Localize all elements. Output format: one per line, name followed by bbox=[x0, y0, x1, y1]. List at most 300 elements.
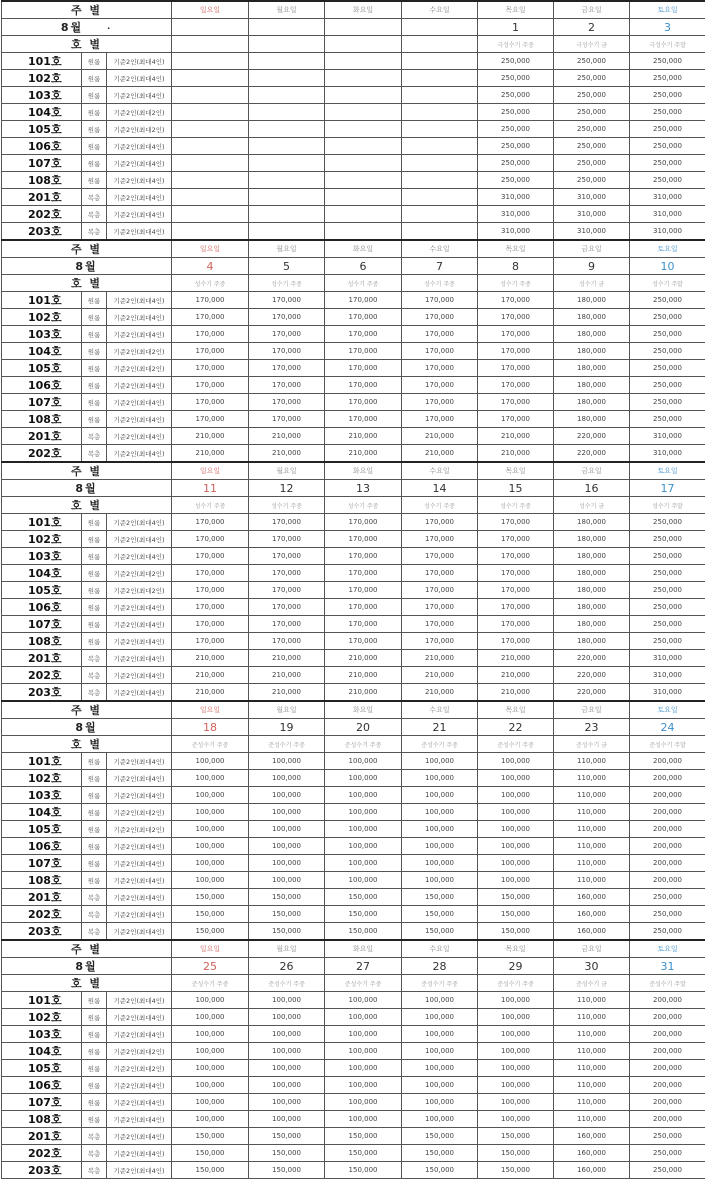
room-number: 105호 bbox=[2, 821, 82, 838]
season-cell: 준성수기 주중 bbox=[402, 736, 478, 753]
price-cell: 110,000 bbox=[554, 1111, 630, 1128]
price-cell: 250,000 bbox=[478, 104, 554, 121]
price-cell: 210,000 bbox=[249, 650, 325, 667]
room-row bbox=[2, 206, 705, 223]
month-label bbox=[2, 958, 172, 975]
price-cell: 100,000 bbox=[172, 1094, 249, 1111]
room-number: 101호 bbox=[2, 753, 82, 770]
day-name-4: 목요일 bbox=[478, 240, 554, 258]
price-cell: 100,000 bbox=[249, 1043, 325, 1060]
room-row bbox=[2, 821, 705, 838]
price-cell: 110,000 bbox=[554, 855, 630, 872]
price-cell: 250,000 bbox=[630, 309, 705, 326]
day-name-6: 토요일 bbox=[630, 1, 705, 19]
price-cell: 100,000 bbox=[402, 992, 478, 1009]
price-cell: 100,000 bbox=[402, 838, 478, 855]
room-number: 201호 bbox=[2, 1128, 82, 1145]
room-capacity: 기준2인(최대4인) bbox=[107, 923, 172, 941]
price-cell: 170,000 bbox=[402, 616, 478, 633]
room-row bbox=[2, 684, 705, 702]
price-cell: 250,000 bbox=[630, 360, 705, 377]
price-cell: 210,000 bbox=[325, 445, 402, 463]
price-cell: 210,000 bbox=[402, 650, 478, 667]
price-cell: 100,000 bbox=[325, 804, 402, 821]
price-cell: 210,000 bbox=[249, 684, 325, 702]
week-header-row bbox=[2, 940, 705, 958]
room-type: 원룸 bbox=[82, 804, 107, 821]
room-capacity: 기준2인(최대4인) bbox=[107, 906, 172, 923]
price-cell: 170,000 bbox=[172, 377, 249, 394]
room-row bbox=[2, 1145, 705, 1162]
price-cell bbox=[172, 104, 249, 121]
price-cell bbox=[249, 206, 325, 223]
price-cell: 150,000 bbox=[478, 1145, 554, 1162]
season-cell: 준성수기 금 bbox=[554, 975, 630, 992]
room-label: 호 별 bbox=[2, 497, 172, 514]
room-capacity: 기준2인(최대2인) bbox=[107, 565, 172, 582]
price-cell bbox=[249, 53, 325, 70]
date-cell: 18 bbox=[172, 719, 249, 736]
room-type: 원룸 bbox=[82, 121, 107, 138]
room-number: 108호 bbox=[2, 633, 82, 650]
price-cell bbox=[402, 121, 478, 138]
price-cell: 100,000 bbox=[249, 872, 325, 889]
room-row bbox=[2, 394, 705, 411]
price-cell: 170,000 bbox=[402, 633, 478, 650]
price-cell: 100,000 bbox=[249, 787, 325, 804]
price-cell: 100,000 bbox=[325, 992, 402, 1009]
day-name-3: 수요일 bbox=[402, 940, 478, 958]
price-cell: 200,000 bbox=[630, 821, 705, 838]
room-row bbox=[2, 565, 705, 582]
price-cell: 180,000 bbox=[554, 599, 630, 616]
week-header-row bbox=[2, 462, 705, 480]
day-name-3: 수요일 bbox=[402, 462, 478, 480]
room-type: 원룸 bbox=[82, 1009, 107, 1026]
date-cell: 24 bbox=[630, 719, 705, 736]
price-cell: 180,000 bbox=[554, 582, 630, 599]
price-cell: 100,000 bbox=[249, 1077, 325, 1094]
price-cell: 160,000 bbox=[554, 906, 630, 923]
price-cell: 100,000 bbox=[249, 821, 325, 838]
room-type: 복층 bbox=[82, 445, 107, 463]
room-row bbox=[2, 445, 705, 463]
date-cell: 4 bbox=[172, 258, 249, 275]
price-cell: 170,000 bbox=[478, 394, 554, 411]
day-name-2: 화요일 bbox=[325, 940, 402, 958]
date-cell: 19 bbox=[249, 719, 325, 736]
room-row bbox=[2, 872, 705, 889]
room-type: 원룸 bbox=[82, 992, 107, 1009]
price-cell bbox=[325, 70, 402, 87]
room-type: 원룸 bbox=[82, 377, 107, 394]
price-cell: 150,000 bbox=[325, 906, 402, 923]
room-number: 202호 bbox=[2, 445, 82, 463]
price-cell: 170,000 bbox=[249, 360, 325, 377]
room-number: 107호 bbox=[2, 1094, 82, 1111]
price-cell: 210,000 bbox=[172, 650, 249, 667]
day-name-2: 화요일 bbox=[325, 701, 402, 719]
room-row bbox=[2, 633, 705, 650]
price-cell: 170,000 bbox=[325, 360, 402, 377]
price-cell: 250,000 bbox=[554, 172, 630, 189]
price-cell: 100,000 bbox=[172, 1111, 249, 1128]
room-number: 102호 bbox=[2, 1009, 82, 1026]
price-cell: 100,000 bbox=[478, 1043, 554, 1060]
price-cell: 170,000 bbox=[249, 292, 325, 309]
price-cell: 250,000 bbox=[630, 70, 705, 87]
room-number: 101호 bbox=[2, 53, 82, 70]
room-row bbox=[2, 309, 705, 326]
room-number: 201호 bbox=[2, 189, 82, 206]
room-type: 복층 bbox=[82, 1145, 107, 1162]
room-type: 원룸 bbox=[82, 565, 107, 582]
price-cell: 170,000 bbox=[325, 326, 402, 343]
price-cell: 100,000 bbox=[172, 804, 249, 821]
price-cell: 100,000 bbox=[325, 1111, 402, 1128]
room-row bbox=[2, 650, 705, 667]
price-cell: 100,000 bbox=[478, 1111, 554, 1128]
season-row bbox=[2, 36, 705, 53]
room-number: 105호 bbox=[2, 360, 82, 377]
price-cell: 170,000 bbox=[172, 343, 249, 360]
day-name-5: 금요일 bbox=[554, 462, 630, 480]
price-cell: 170,000 bbox=[249, 326, 325, 343]
room-capacity: 기준2인(최대4인) bbox=[107, 189, 172, 206]
price-cell: 110,000 bbox=[554, 753, 630, 770]
price-cell: 250,000 bbox=[478, 70, 554, 87]
price-cell: 170,000 bbox=[402, 531, 478, 548]
price-cell: 170,000 bbox=[172, 582, 249, 599]
price-cell bbox=[249, 172, 325, 189]
price-cell: 220,000 bbox=[554, 428, 630, 445]
week-label: 주 별 bbox=[2, 701, 172, 719]
room-capacity: 기준2인(최대4인) bbox=[107, 633, 172, 650]
season-cell: 성수기 주중 bbox=[402, 275, 478, 292]
price-cell: 150,000 bbox=[402, 1145, 478, 1162]
price-cell: 250,000 bbox=[630, 155, 705, 172]
price-cell: 210,000 bbox=[402, 445, 478, 463]
price-cell bbox=[249, 223, 325, 241]
room-capacity: 기준2인(최대4인) bbox=[107, 855, 172, 872]
price-cell: 100,000 bbox=[249, 770, 325, 787]
price-cell: 170,000 bbox=[478, 326, 554, 343]
price-cell: 210,000 bbox=[478, 667, 554, 684]
price-cell: 150,000 bbox=[325, 923, 402, 941]
price-cell: 110,000 bbox=[554, 1077, 630, 1094]
date-cell: 25 bbox=[172, 958, 249, 975]
price-cell: 250,000 bbox=[630, 138, 705, 155]
season-row bbox=[2, 975, 705, 992]
price-cell: 180,000 bbox=[554, 411, 630, 428]
price-cell: 210,000 bbox=[402, 428, 478, 445]
room-row bbox=[2, 616, 705, 633]
date-cell: 9 bbox=[554, 258, 630, 275]
room-row bbox=[2, 1111, 705, 1128]
price-cell: 100,000 bbox=[172, 821, 249, 838]
price-cell: 100,000 bbox=[325, 1043, 402, 1060]
room-type: 복층 bbox=[82, 923, 107, 941]
price-cell: 210,000 bbox=[172, 428, 249, 445]
date-cell: 16 bbox=[554, 480, 630, 497]
price-cell: 100,000 bbox=[402, 1111, 478, 1128]
month-text: 8월 bbox=[75, 260, 97, 273]
date-cell: 5 bbox=[249, 258, 325, 275]
price-cell: 170,000 bbox=[249, 599, 325, 616]
price-cell bbox=[325, 223, 402, 241]
room-number: 107호 bbox=[2, 394, 82, 411]
room-type: 원룸 bbox=[82, 172, 107, 189]
price-cell: 310,000 bbox=[554, 206, 630, 223]
price-cell: 100,000 bbox=[249, 1094, 325, 1111]
day-name-5: 금요일 bbox=[554, 940, 630, 958]
price-cell: 310,000 bbox=[630, 223, 705, 241]
season-cell: 성수기 주중 bbox=[172, 497, 249, 514]
room-capacity: 기준2인(최대2인) bbox=[107, 104, 172, 121]
month-text: 8월 bbox=[75, 482, 97, 495]
price-cell: 210,000 bbox=[478, 684, 554, 702]
price-cell: 250,000 bbox=[630, 923, 705, 941]
price-cell: 200,000 bbox=[630, 1043, 705, 1060]
room-capacity: 기준2인(최대4인) bbox=[107, 616, 172, 633]
room-row bbox=[2, 804, 705, 821]
date-cell: 3 bbox=[630, 19, 705, 36]
price-cell: 250,000 bbox=[630, 53, 705, 70]
price-cell: 250,000 bbox=[554, 53, 630, 70]
room-row bbox=[2, 1060, 705, 1077]
price-cell: 170,000 bbox=[172, 360, 249, 377]
room-capacity: 기준2인(최대4인) bbox=[107, 326, 172, 343]
price-cell: 210,000 bbox=[478, 650, 554, 667]
price-cell bbox=[249, 104, 325, 121]
price-cell: 170,000 bbox=[249, 633, 325, 650]
price-cell: 210,000 bbox=[249, 445, 325, 463]
price-cell bbox=[249, 121, 325, 138]
price-cell: 170,000 bbox=[478, 514, 554, 531]
price-cell: 250,000 bbox=[630, 1162, 705, 1179]
price-cell: 200,000 bbox=[630, 787, 705, 804]
day-name-2: 화요일 bbox=[325, 462, 402, 480]
room-number: 105호 bbox=[2, 582, 82, 599]
price-cell: 100,000 bbox=[325, 872, 402, 889]
price-cell: 100,000 bbox=[325, 1094, 402, 1111]
room-row bbox=[2, 121, 705, 138]
room-number: 203호 bbox=[2, 223, 82, 241]
room-type: 복층 bbox=[82, 889, 107, 906]
price-cell: 170,000 bbox=[325, 582, 402, 599]
price-cell bbox=[325, 53, 402, 70]
price-cell: 100,000 bbox=[172, 838, 249, 855]
price-cell: 150,000 bbox=[172, 906, 249, 923]
price-cell: 200,000 bbox=[630, 872, 705, 889]
date-cell: 1 bbox=[478, 19, 554, 36]
price-cell: 250,000 bbox=[478, 87, 554, 104]
room-type: 원룸 bbox=[82, 292, 107, 309]
room-capacity: 기준2인(최대4인) bbox=[107, 838, 172, 855]
date-cell: 20 bbox=[325, 719, 402, 736]
price-cell bbox=[172, 223, 249, 241]
price-cell: 100,000 bbox=[325, 770, 402, 787]
price-cell: 170,000 bbox=[172, 599, 249, 616]
price-cell: 180,000 bbox=[554, 343, 630, 360]
room-number: 202호 bbox=[2, 206, 82, 223]
price-cell: 310,000 bbox=[478, 206, 554, 223]
price-cell bbox=[172, 53, 249, 70]
room-row bbox=[2, 343, 705, 360]
date-row bbox=[2, 480, 705, 497]
price-cell: 150,000 bbox=[402, 889, 478, 906]
price-cell: 310,000 bbox=[630, 650, 705, 667]
price-cell: 250,000 bbox=[478, 121, 554, 138]
price-cell: 150,000 bbox=[325, 1145, 402, 1162]
price-cell bbox=[325, 121, 402, 138]
room-row bbox=[2, 189, 705, 206]
room-type: 원룸 bbox=[82, 1077, 107, 1094]
room-capacity: 기준2인(최대4인) bbox=[107, 155, 172, 172]
price-cell: 250,000 bbox=[630, 906, 705, 923]
season-cell: 성수기 주중 bbox=[249, 497, 325, 514]
room-number: 106호 bbox=[2, 377, 82, 394]
day-name-0: 일요일 bbox=[172, 240, 249, 258]
day-name-5: 금요일 bbox=[554, 1, 630, 19]
price-cell: 100,000 bbox=[402, 1094, 478, 1111]
price-cell: 150,000 bbox=[402, 906, 478, 923]
price-cell: 200,000 bbox=[630, 753, 705, 770]
price-cell: 100,000 bbox=[402, 770, 478, 787]
room-row bbox=[2, 787, 705, 804]
room-row bbox=[2, 1009, 705, 1026]
room-type: 원룸 bbox=[82, 1094, 107, 1111]
room-type: 복층 bbox=[82, 684, 107, 702]
season-cell bbox=[172, 36, 249, 53]
price-cell: 170,000 bbox=[402, 394, 478, 411]
room-capacity: 기준2인(최대4인) bbox=[107, 53, 172, 70]
room-number: 108호 bbox=[2, 411, 82, 428]
price-cell: 180,000 bbox=[554, 633, 630, 650]
price-cell: 170,000 bbox=[325, 531, 402, 548]
price-cell: 100,000 bbox=[325, 787, 402, 804]
price-cell: 210,000 bbox=[478, 445, 554, 463]
price-cell: 180,000 bbox=[554, 292, 630, 309]
day-name-1: 월요일 bbox=[249, 240, 325, 258]
room-number: 104호 bbox=[2, 1043, 82, 1060]
price-cell: 250,000 bbox=[630, 514, 705, 531]
price-cell: 150,000 bbox=[478, 906, 554, 923]
price-cell: 170,000 bbox=[325, 616, 402, 633]
price-cell bbox=[172, 121, 249, 138]
price-cell bbox=[325, 172, 402, 189]
day-name-6: 토요일 bbox=[630, 940, 705, 958]
price-cell: 100,000 bbox=[478, 804, 554, 821]
price-cell: 110,000 bbox=[554, 787, 630, 804]
price-cell: 250,000 bbox=[630, 87, 705, 104]
room-number: 202호 bbox=[2, 1145, 82, 1162]
price-cell bbox=[172, 189, 249, 206]
room-type: 원룸 bbox=[82, 633, 107, 650]
price-cell bbox=[249, 70, 325, 87]
season-cell: 준성수기 주중 bbox=[402, 975, 478, 992]
room-type: 원룸 bbox=[82, 753, 107, 770]
room-row bbox=[2, 326, 705, 343]
price-cell: 170,000 bbox=[172, 411, 249, 428]
price-cell: 100,000 bbox=[402, 804, 478, 821]
price-cell: 170,000 bbox=[402, 599, 478, 616]
price-cell: 150,000 bbox=[402, 1128, 478, 1145]
room-number: 203호 bbox=[2, 684, 82, 702]
room-capacity: 기준2인(최대2인) bbox=[107, 821, 172, 838]
room-type: 원룸 bbox=[82, 770, 107, 787]
price-cell: 310,000 bbox=[478, 223, 554, 241]
room-capacity: 기준2인(최대4인) bbox=[107, 206, 172, 223]
price-cell: 150,000 bbox=[478, 1162, 554, 1179]
price-cell: 150,000 bbox=[325, 1128, 402, 1145]
price-cell: 150,000 bbox=[172, 1162, 249, 1179]
price-cell: 170,000 bbox=[402, 343, 478, 360]
price-cell: 250,000 bbox=[630, 326, 705, 343]
price-cell: 250,000 bbox=[554, 87, 630, 104]
room-number: 102호 bbox=[2, 531, 82, 548]
price-cell bbox=[402, 70, 478, 87]
price-cell: 170,000 bbox=[478, 548, 554, 565]
price-cell: 220,000 bbox=[554, 667, 630, 684]
price-cell: 150,000 bbox=[172, 889, 249, 906]
room-capacity: 기준2인(최대4인) bbox=[107, 1162, 172, 1179]
price-cell bbox=[249, 87, 325, 104]
price-cell bbox=[249, 155, 325, 172]
week-label: 주 별 bbox=[2, 240, 172, 258]
room-capacity: 기준2인(최대4인) bbox=[107, 872, 172, 889]
season-cell bbox=[325, 36, 402, 53]
month-text: 8월 bbox=[61, 21, 83, 34]
room-row bbox=[2, 87, 705, 104]
date-cell: 12 bbox=[249, 480, 325, 497]
room-row bbox=[2, 1128, 705, 1145]
price-cell: 250,000 bbox=[630, 616, 705, 633]
price-cell: 310,000 bbox=[630, 189, 705, 206]
price-cell: 250,000 bbox=[478, 53, 554, 70]
room-row bbox=[2, 838, 705, 855]
price-cell: 170,000 bbox=[249, 514, 325, 531]
price-cell: 170,000 bbox=[249, 309, 325, 326]
price-cell: 180,000 bbox=[554, 326, 630, 343]
price-cell: 170,000 bbox=[172, 309, 249, 326]
room-capacity: 기준2인(최대2인) bbox=[107, 582, 172, 599]
room-label: 호 별 bbox=[2, 736, 172, 753]
price-cell: 100,000 bbox=[172, 753, 249, 770]
room-type: 원룸 bbox=[82, 582, 107, 599]
price-cell bbox=[172, 155, 249, 172]
price-cell: 170,000 bbox=[249, 343, 325, 360]
room-number: 202호 bbox=[2, 906, 82, 923]
room-number: 101호 bbox=[2, 514, 82, 531]
price-cell: 170,000 bbox=[402, 292, 478, 309]
price-cell: 170,000 bbox=[172, 292, 249, 309]
room-row bbox=[2, 1077, 705, 1094]
price-cell: 100,000 bbox=[249, 1026, 325, 1043]
room-row bbox=[2, 1162, 705, 1179]
room-row bbox=[2, 428, 705, 445]
season-cell: 성수기 금 bbox=[554, 497, 630, 514]
room-capacity: 기준2인(최대2인) bbox=[107, 360, 172, 377]
week-header-row bbox=[2, 701, 705, 719]
price-cell: 180,000 bbox=[554, 377, 630, 394]
price-cell: 200,000 bbox=[630, 1009, 705, 1026]
week-header-row bbox=[2, 1, 705, 19]
month-text: 8월 bbox=[75, 960, 97, 973]
price-cell: 210,000 bbox=[325, 650, 402, 667]
room-type: 원룸 bbox=[82, 787, 107, 804]
room-label: 호 별 bbox=[2, 975, 172, 992]
